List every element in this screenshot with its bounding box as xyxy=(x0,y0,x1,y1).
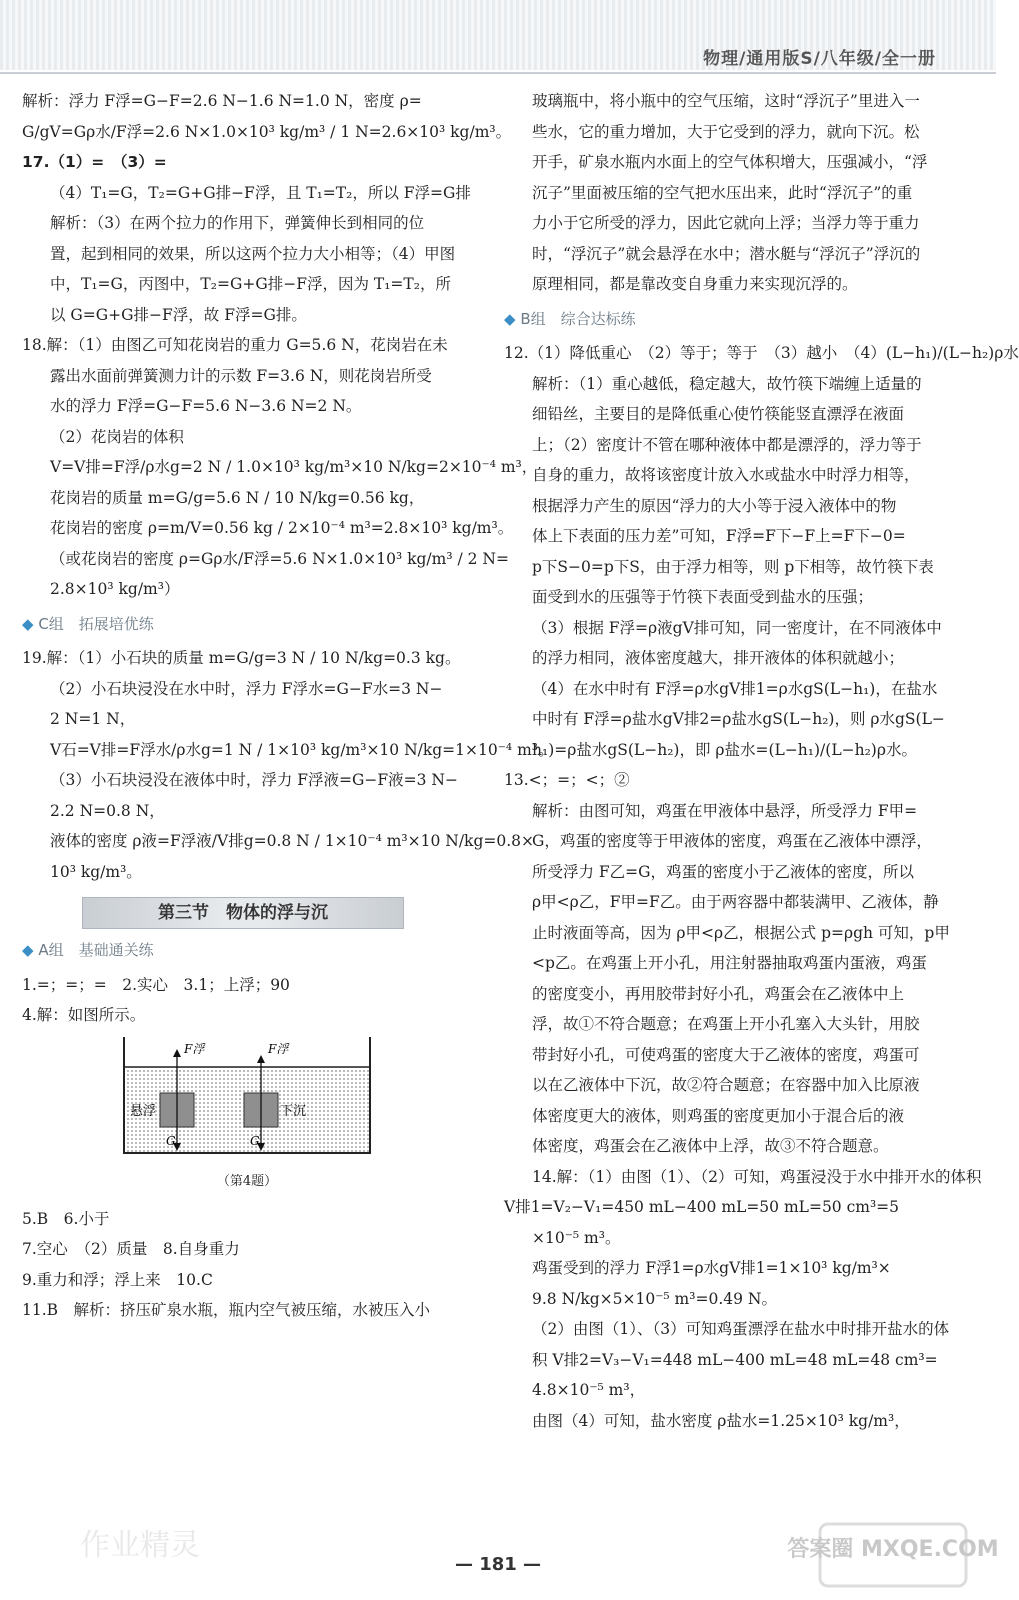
header-rule xyxy=(0,72,996,74)
line: h₁)=ρ盐水gS(L−h₂)，即 ρ盐水=(L−h₁)/(L−h₂)ρ水。 xyxy=(532,740,917,759)
group-heading-c xyxy=(22,609,492,640)
line: 积 V排2=V₃−V₁=448 mL−400 mL=48 mL=48 cm³= xyxy=(532,1350,938,1369)
group-label: C组 拓展培优练 xyxy=(38,614,154,633)
answers-9-10: 9.重力和浮；浮上来 10.C xyxy=(22,1270,213,1289)
line: 的密度变小，再用胶带封好小孔，鸡蛋会在乙液体中上 xyxy=(532,984,905,1003)
group-label: A组 基础通关练 xyxy=(38,941,154,959)
group-heading-b xyxy=(504,304,974,335)
line: 浮，故①不符合题意；在鸡蛋上开小孔塞入大头针，用胶 xyxy=(532,1015,920,1033)
line: <p乙。在鸡蛋上开小孔，用注射器抽取鸡蛋内蛋液，鸡蛋 xyxy=(532,954,927,972)
line: 些水，它的重力增加，大于它受到的浮力，就向下沉。松 xyxy=(532,122,920,141)
line: ρ甲<ρ乙，F甲=F乙。由于两容器中都装满甲、乙液体，静 xyxy=(532,893,939,911)
line: 原理相同，都是靠改变自身重力来实现沉浮的。 xyxy=(532,275,858,293)
line: 以 G=G+G排−F浮，故 F浮=G排。 xyxy=(50,305,307,324)
line: 体上下表面的压力差”可知，F浮=F下−F上=F下−0= xyxy=(532,527,906,545)
line: 面受到水的压强等于竹筷下表面受到盐水的压强； xyxy=(532,588,874,606)
line: （或花岗岩的密度 ρ=Gρ水/F浮=5.6 N×1.0×10³ kg/m³ / 2 N= xyxy=(50,549,509,568)
left-column xyxy=(22,86,554,1326)
line: 4.8×10⁻⁵ m³， xyxy=(532,1381,646,1399)
line: （2）小石块浸没在水中时，浮力 F浮水=G−F水=3 N− xyxy=(50,679,443,698)
stamp-logo xyxy=(787,1520,999,1590)
group-heading-a xyxy=(22,935,492,966)
line: （4）T₁=G，T₂=G+G排−F浮，且 T₁=T₂，所以 F浮=G排 xyxy=(50,183,471,202)
figure-4 xyxy=(122,1037,372,1198)
line: V=V排=F浮/ρ水g=2 N / 1.0×10³ kg/m³×10 N/kg=2×10⁻⁴ m³， xyxy=(50,458,538,476)
arrow-head xyxy=(173,1049,181,1057)
answers-5-6: 5.B 6.小于 xyxy=(22,1209,110,1228)
line: （2）花岗岩的体积 xyxy=(50,427,184,446)
line: 止时液面等高，因为 ρ甲<ρ乙，根据公式 p=ρgh 可知，p甲 xyxy=(532,923,950,942)
line: 沉子”里面被压缩的空气把水压出来，此时“浮沉子”的重 xyxy=(532,183,913,202)
line: 9.8 N/kg×5×10⁻⁵ m³=0.49 N。 xyxy=(532,1289,777,1308)
line: p下S−0=p下S，由于浮力相等，则 p下相等，故竹筷下表 xyxy=(532,557,934,576)
line: 上；（2）密度计不管在哪种液体中都是漂浮的，浮力等于 xyxy=(532,435,922,454)
line: 2.2 N=0.8 N， xyxy=(50,801,165,820)
answers-7-8: 7.空心 （2）质量 8.自身重力 xyxy=(22,1240,240,1258)
stamp-icon xyxy=(787,1520,999,1590)
arrow-head xyxy=(257,1055,265,1063)
line: 由图（4）可知，盐水密度 ρ盐水=1.25×10³ kg/m³， xyxy=(532,1411,910,1430)
line: （2）由图（1）、（3）可知鸡蛋漂浮在盐水中时排开盐水的体 xyxy=(532,1320,950,1338)
line: 带封好小孔，可使鸡蛋的密度大于乙液体的密度，鸡蛋可 xyxy=(532,1045,920,1064)
line: 10³ kg/m³。 xyxy=(50,862,142,881)
stamp-text: 答案圈 MXQE.COM xyxy=(787,1537,999,1562)
line: V石=V排=F浮水/ρ水g=1 N / 1×10³ kg/m³×10 N/kg=1×10⁻⁴ m³。 xyxy=(50,740,554,759)
line: 鸡蛋受到的浮力 F浮1=ρ水gV排1=1×10³ kg/m³× xyxy=(532,1259,891,1277)
line: 中时有 F浮=ρ盐水gV排2=ρ盐水gS(L−h₂)，则 ρ水gS(L− xyxy=(532,710,945,728)
line: 解析：（3）在两个拉力的作用下，弹簧伸长到相同的位 xyxy=(50,214,425,232)
question-11: 11.B 解析：挤压矿泉水瓶，瓶内空气被压缩，水被压入小 xyxy=(22,1301,431,1319)
question-13: 13.<；=；<；② xyxy=(504,771,630,789)
line: 液体的密度 ρ液=F浮液/V排g=0.8 N / 1×10⁻⁴ m³×10 N/kg=0.8× xyxy=(50,832,534,850)
question-4: 4.解：如图所示。 xyxy=(22,1006,146,1024)
line: 2.8×10³ kg/m³） xyxy=(50,580,180,598)
figure-caption: （第4题） xyxy=(216,1174,278,1189)
line: 水的浮力 F浮=G−F=5.6 N−3.6 N=2 N。 xyxy=(50,397,362,415)
line: 置，起到相同的效果，所以这两个拉力大小相等；（4）甲图 xyxy=(50,244,456,263)
question-14: V排1=V₂−V₁=450 mL−400 mL=50 mL=50 cm³=5 xyxy=(504,1198,900,1216)
label-f-float: F浮 xyxy=(268,1041,289,1056)
line: 玻璃瓶中，将小瓶中的空气压缩，这时“浮沉子”里进入一 xyxy=(532,92,920,110)
page-number: — 181 — xyxy=(454,1554,542,1575)
line: 的浮力相同，液体密度越大，排开液体的体积就越小； xyxy=(532,649,905,667)
line: 开手，矿泉水瓶内水面上的空气体积增大，压强减小，“浮 xyxy=(532,153,928,171)
line: 花岗岩的质量 m=G/g=5.6 N / 10 N/kg=0.56 kg， xyxy=(50,488,425,507)
line: 根据浮力产生的原因“浮力的大小等于浸入液体中的物 xyxy=(532,496,897,515)
line: ×10⁻⁵ m³。 xyxy=(532,1228,621,1247)
line: 中，T₁=G，丙图中，T₂=G+G排−F浮，因为 T₁=T₂，所 xyxy=(50,275,451,293)
group-label: B组 综合达标练 xyxy=(520,309,636,328)
line: 解析：浮力 F浮=G−F=2.6 N−1.6 N=1.0 N，密度 ρ= xyxy=(22,92,422,110)
label-suspend: 悬浮 xyxy=(130,1103,157,1119)
diamond-icon: ◆ xyxy=(22,614,39,633)
question-12: 12.（1）降低重心 （2）等于；等于 （3）越小 （4）(L−h₁)/(L−h₂)ρ水 xyxy=(504,344,1019,362)
line: 时，“浮沉子”就会悬浮在水中；潜水艇与“浮沉子”浮沉的 xyxy=(532,244,921,263)
buoyancy-diagram xyxy=(122,1037,372,1155)
label-f-float: F浮 xyxy=(184,1041,205,1056)
answers-1-3: 1.=；=；= 2.实心 3.1；上浮；90 xyxy=(22,975,290,994)
line: 2 N=1 N， xyxy=(50,710,136,728)
line: G，鸡蛋的密度等于甲液体的密度，鸡蛋在乙液体中漂浮， xyxy=(532,832,932,850)
header-tag: 物理/通用版S/八年级/全一册 xyxy=(703,49,936,69)
line: 花岗岩的密度 ρ=m/V=0.56 kg / 2×10⁻⁴ m³=2.8×10³ kg/m³。 xyxy=(50,519,514,537)
line: 露出水面前弹簧测力计的示数 F=3.6 N，则花岗岩所受 xyxy=(50,366,432,385)
label-g: G xyxy=(166,1133,176,1148)
right-column xyxy=(504,86,1019,1436)
question-18: 18.解：（1）由图乙可知花岗岩的重力 G=5.6 N，花岗岩在未 xyxy=(22,336,448,354)
line: 体密度，鸡蛋会在乙液体中上浮，故③不符合题意。 xyxy=(532,1137,889,1155)
watermark-text: 作业精灵 xyxy=(80,1528,200,1563)
section-title: 第三节 物体的浮与沉 xyxy=(82,897,404,929)
line: 以在乙液体中下沉，故②符合题意；在容器中加入比原液 xyxy=(532,1076,920,1094)
line: 自身的重力，故将该密度计放入水或盐水中时浮力相等， xyxy=(532,466,920,484)
line: G/gV=Gρ水/F浮=2.6 N×1.0×10³ kg/m³ / 1 N=2.6×10³ kg/m³。 xyxy=(22,122,512,141)
question-17: 17.（1）= （3）= xyxy=(22,153,167,171)
diamond-icon: ◆ xyxy=(22,941,39,959)
question-19: 19.解：（1）小石块的质量 m=G/g=3 N / 10 N/kg=0.3 kg。 xyxy=(22,649,461,667)
line: 力小于它所受的浮力，因此它就向上浮；当浮力等于重力 xyxy=(532,214,920,232)
line: 所受浮力 F乙=G，鸡蛋的密度小于乙液体的密度，所以 xyxy=(532,862,915,881)
line: 细铅丝，主要目的是降低重心使竹筷能竖直漂浮在液面 xyxy=(532,405,905,423)
line: 解析：（1）重心越低，稳定越大，故竹筷下端缠上适量的 xyxy=(532,374,922,393)
line: （4）在水中时有 F浮=ρ水gV排1=ρ水gS(L−h₁)，在盐水 xyxy=(532,679,938,698)
diamond-icon: ◆ xyxy=(504,309,521,328)
line: （3）根据 F浮=ρ液gV排可知，同一密度计，在不同液体中 xyxy=(532,618,942,637)
line: 体密度更大的液体，则鸡蛋的密度更加小于混合后的液 xyxy=(532,1106,905,1125)
label-g: G xyxy=(250,1133,260,1148)
line: （3）小石块浸没在液体中时，浮力 F浮液=G−F液=3 N− xyxy=(50,771,458,789)
line: 14.解：（1）由图（1）、（2）可知，鸡蛋浸没于水中排开水的体积 xyxy=(532,1167,982,1186)
label-sink: 下沉 xyxy=(280,1103,307,1119)
line: 解析：由图可知，鸡蛋在甲液体中悬浮，所受浮力 F甲= xyxy=(532,801,918,820)
